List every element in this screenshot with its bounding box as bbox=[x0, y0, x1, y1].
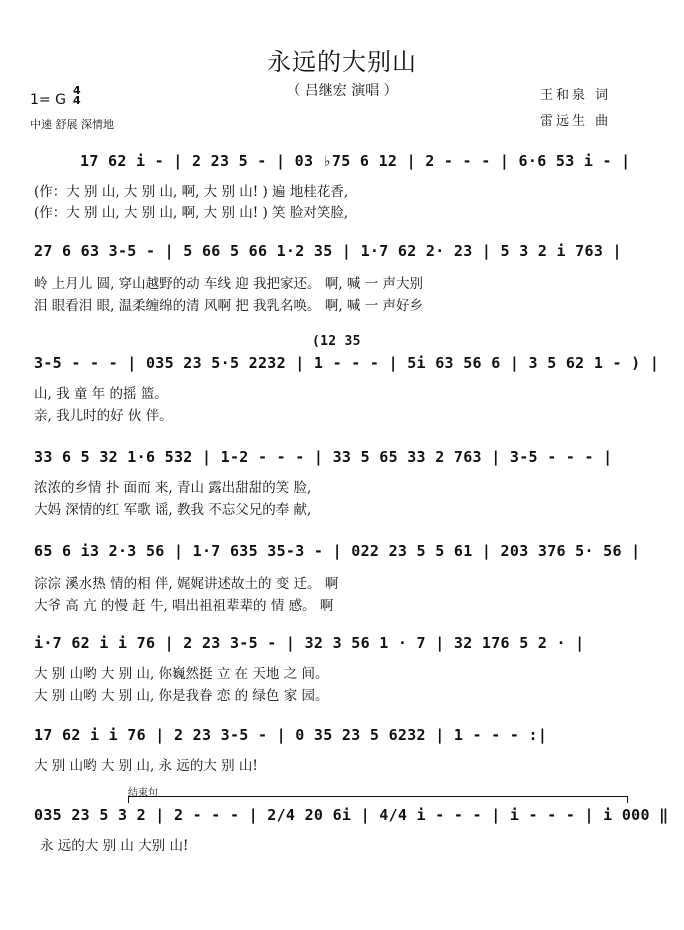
lyric-verse1-row-5: 淙淙 溪水热 情的相 伴, 娓娓讲述故土的 变 迁。 啊 bbox=[34, 576, 339, 592]
lyric-verse1-row-6: 大 别 山哟 大 别 山, 你巍然挺 立 在 天地 之 间。 bbox=[34, 666, 329, 682]
time-signature-top: 4 bbox=[73, 84, 81, 97]
lyric-verse2-row-1: (作：大 别 山, 大 别 山, 啊, 大 别 山! ) 笑 脸对笑脸, bbox=[34, 205, 349, 221]
notation-row-5: 65 6 i3 2·3 56 | 1·7 635 35-3 - | 022 23 5 5 61 | 203 376 5· 56 | bbox=[34, 542, 641, 560]
notation-row-6: i·7 62 i i 76 | 2 23 3-5 - | 32 3 56 1 · 7 | 32 176 5 2 · | bbox=[34, 634, 585, 652]
notation-row-4: 33 6 5 32 1·6 532 | 1-2 - - - | 33 5 65 33 2 763 | 3-5 - - - | bbox=[34, 448, 613, 466]
composer-credit: 雷远生 曲 bbox=[540, 114, 612, 129]
notation-row-2: 27 6 63 3-5 - | 5 66 5 66 1·2 35 | 1·7 62 2· 23 | 5 3 2 i 763 | bbox=[34, 242, 622, 260]
tempo-marking: 中速 舒展 深情地 bbox=[30, 118, 114, 131]
ending-label: 结束句 bbox=[128, 788, 158, 799]
lyric-verse1-row-1: (作：大 别 山, 大 别 山, 啊, 大 别 山! ) 遍 地桂花香, bbox=[34, 184, 349, 200]
lyric-verse1-row-2: 岭 上月儿 圆, 穿山越野的动 车线 迎 我把家还。 啊, 喊 一 声大别 bbox=[34, 276, 423, 292]
lyric-verse1-row-4: 浓浓的乡情 扑 面而 来, 青山 露出甜甜的笑 脸, bbox=[34, 480, 312, 496]
lyric-verse1-row-7: 大 别 山哟 大 别 山, 永 远的大 别 山! bbox=[34, 758, 258, 774]
song-title: 永远的大别山 bbox=[267, 48, 417, 76]
notation-row-8: 035 23 5 3 2 | 2 - - - | 2/4 20 6i | 4/4 i - - - | i - - - | i 000 ‖ bbox=[34, 806, 669, 824]
lyric-verse2-row-3: 亲, 我儿时的好 伙 伴。 bbox=[34, 408, 173, 424]
notation-row-7: 17 62 i i 76 | 2 23 3-5 - | 0 35 23 5 6232 | 1 - - - :| bbox=[34, 726, 548, 744]
key-signature: 1= G bbox=[30, 92, 66, 108]
lyric-row-8: 永 远的大 别 山 大别 山! bbox=[40, 838, 189, 854]
ending-bracket bbox=[128, 796, 628, 803]
performer-line: （ 吕继宏 演唱 ） bbox=[286, 83, 398, 99]
interlude-prefix: (12 35 bbox=[312, 334, 361, 349]
lyric-verse2-row-2: 泪 眼看泪 眼, 温柔缠绵的清 风啊 把 我乳名唤。 啊, 喊 一 声好乡 bbox=[34, 298, 423, 314]
notation-row-1: 17 62 i - | 2 23 5 - | 03 ♭75 6 12 | 2 - - - | 6·6 53 i - | bbox=[80, 152, 631, 170]
lyricist-credit: 王和泉 词 bbox=[540, 88, 612, 103]
lyric-verse2-row-6: 大 别 山哟 大 别 山, 你是我眷 恋 的 绿色 家 园。 bbox=[34, 688, 329, 704]
lyric-verse1-row-3: 山, 我 童 年 的摇 篮。 bbox=[34, 386, 168, 402]
time-signature-bottom: 4 bbox=[73, 94, 81, 107]
notation-row-3: 3-5 - - - | 035 23 5·5 2232 | 1 - - - | 5i 63 56 6 | 3 5 62 1 - ) | bbox=[34, 354, 660, 372]
lyric-verse2-row-4: 大妈 深情的红 军歌 谣, 教我 不忘父兄的奉 献, bbox=[34, 502, 312, 518]
lyric-verse2-row-5: 大爷 高 亢 的慢 赶 牛, 唱出祖祖辈辈的 情 感。 啊 bbox=[34, 598, 334, 614]
time-signature bbox=[73, 86, 81, 106]
